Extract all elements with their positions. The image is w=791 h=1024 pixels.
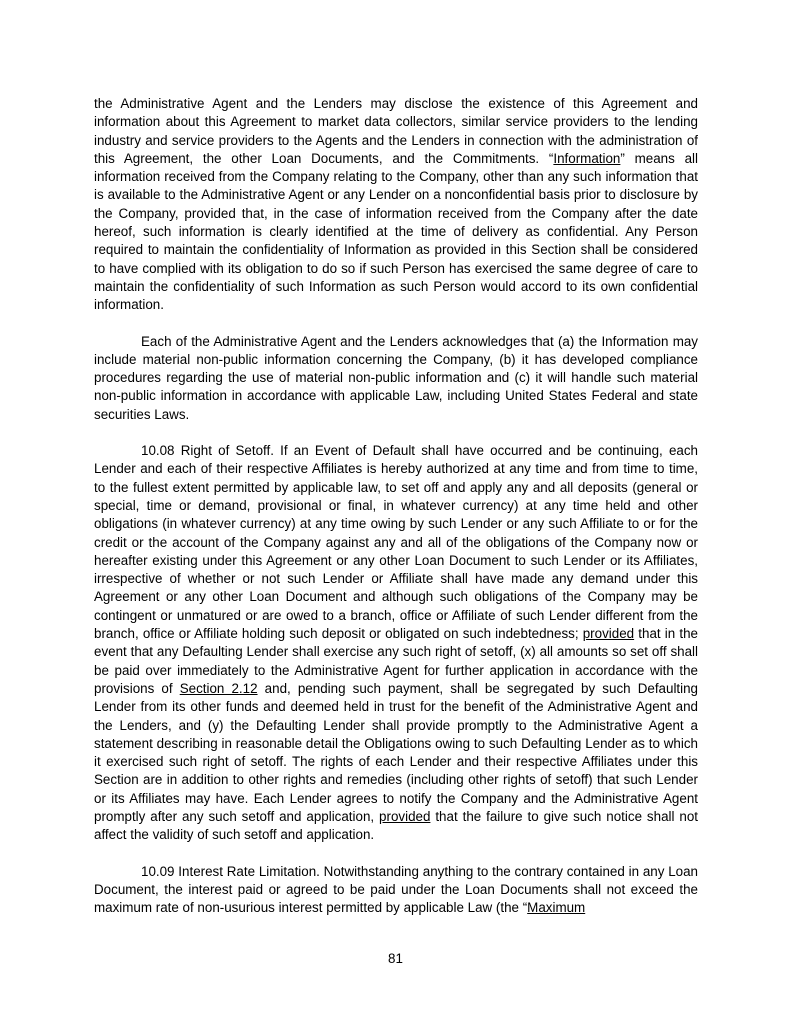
- setoff-text-3: and, pending such payment, shall be segregated by such Defaulting Lender from its other funds and deemed held in trust for the benefit of the Administrative Agent and the Lenders, and (y) the Defaulting Lender shall provide promptly to the Administrative Agent a statement describing in reasonable detail the Obligations owing to such Defaulting Lender as to which it exercised such right of setoff. The rights of each Lender and their respective Affiliates under this Section are in addition to other rights and remedies (including other rights of setoff) that such Lender or its Affiliates may have. Each Lender agrees to notify the Company and the Administrative Agent promptly after any such setoff and application,: [94, 680, 699, 824]
- interest-rate-paragraph: [94, 863, 698, 918]
- provided-term-2: provided: [379, 808, 431, 824]
- page-number: 81: [388, 951, 403, 966]
- provided-term-1: provided: [582, 626, 635, 642]
- confidentiality-text-2: ” means all information received from the Company relating to the Company, other than any such information that is available to the Administrative Agent or any Lender on a nonconfidential basis prior to disclosure by the Company, provided that, in the case of information received from the Company after the date hereof, such information is clearly identified at the time of delivery as confidential. Any Person required to maintain the confidentiality of Information as provided in this Section shall be considered to have complied with its obligation to do so if such Person has exercised the same degree of care to maintain the confidentiality of such Information as such Person would accord to its own confidential information.: [94, 150, 698, 313]
- acknowledgement-paragraph: [94, 333, 698, 424]
- section-reference: Section 2.12: [179, 680, 258, 696]
- setoff-text-2: that in the event that any Defaulting Lender shall exercise any such right of setoff, (x) all amounts so set off shall be paid over immediately to the Administrative Agent for further application in accordance with the provisions of: [94, 626, 698, 696]
- confidentiality-text-1: the Administrative Agent and the Lenders may disclose the existence of this Agreement and information about this Agreement to market data collectors, similar service providers to the lending industry and service providers to the Agents and the Lenders in connection with the administration of this Agreement, the other Loan Documents, and the Commitments. “: [94, 96, 698, 166]
- confidentiality-paragraph: [94, 95, 698, 315]
- setoff-text-4: that the failure to give such notice shall not affect the validity of such setoff and application.: [94, 808, 699, 843]
- setoff-section-paragraph: [94, 442, 698, 845]
- setoff-text-1: 10.08 Right of Setoff. If an Event of Default shall have occurred and be continuing, each Lender and each of their respective Affiliates is hereby authorized at any time and from time to time, to the fullest extent permitted by applicable law, to set off and apply any and all deposits (general or special, time or demand, provisional or final, in whatever currency) at any time held and other obligations (in whatever currency) at any time owing by such Lender or any such Affiliate to or for the credit or the account of the Company against any and all of the obligations of the Company now or hereafter existing under this Agreement or any other Loan Document to such Lender or its Affiliates, irrespective of whether or not such Lender or Affiliate shall have made any demand under this Agreement or any other Loan Document and although such obligations of the Company may be contingent or unmatured or are owed to a branch, office or Affiliate of such Lender different from the branch, office or Affiliate holding such deposit or obligated on such indebtedness;: [94, 443, 698, 642]
- interest-rate-text: 10.09 Interest Rate Limitation. Notwithstanding anything to the contrary contained in any Loan Document, the interest paid or agreed to be paid under the Loan Documents shall not exceed the maximum rate of non-usurious interest permitted by applicable Law (the “: [94, 863, 698, 916]
- maximum-rate-term: Maximum: [527, 900, 586, 916]
- acknowledgement-text: Each of the Administrative Agent and the Lenders acknowledges that (a) the Information may include material non-public information concerning the Company, (b) it has developed compliance procedures regarding the use of material non-public information and (c) it will handle such material non-public information in accordance with applicable Law, including United States Federal and state securities Laws.: [94, 333, 698, 422]
- document-page: [94, 95, 698, 935]
- information-defined-term: Information: [553, 150, 621, 166]
